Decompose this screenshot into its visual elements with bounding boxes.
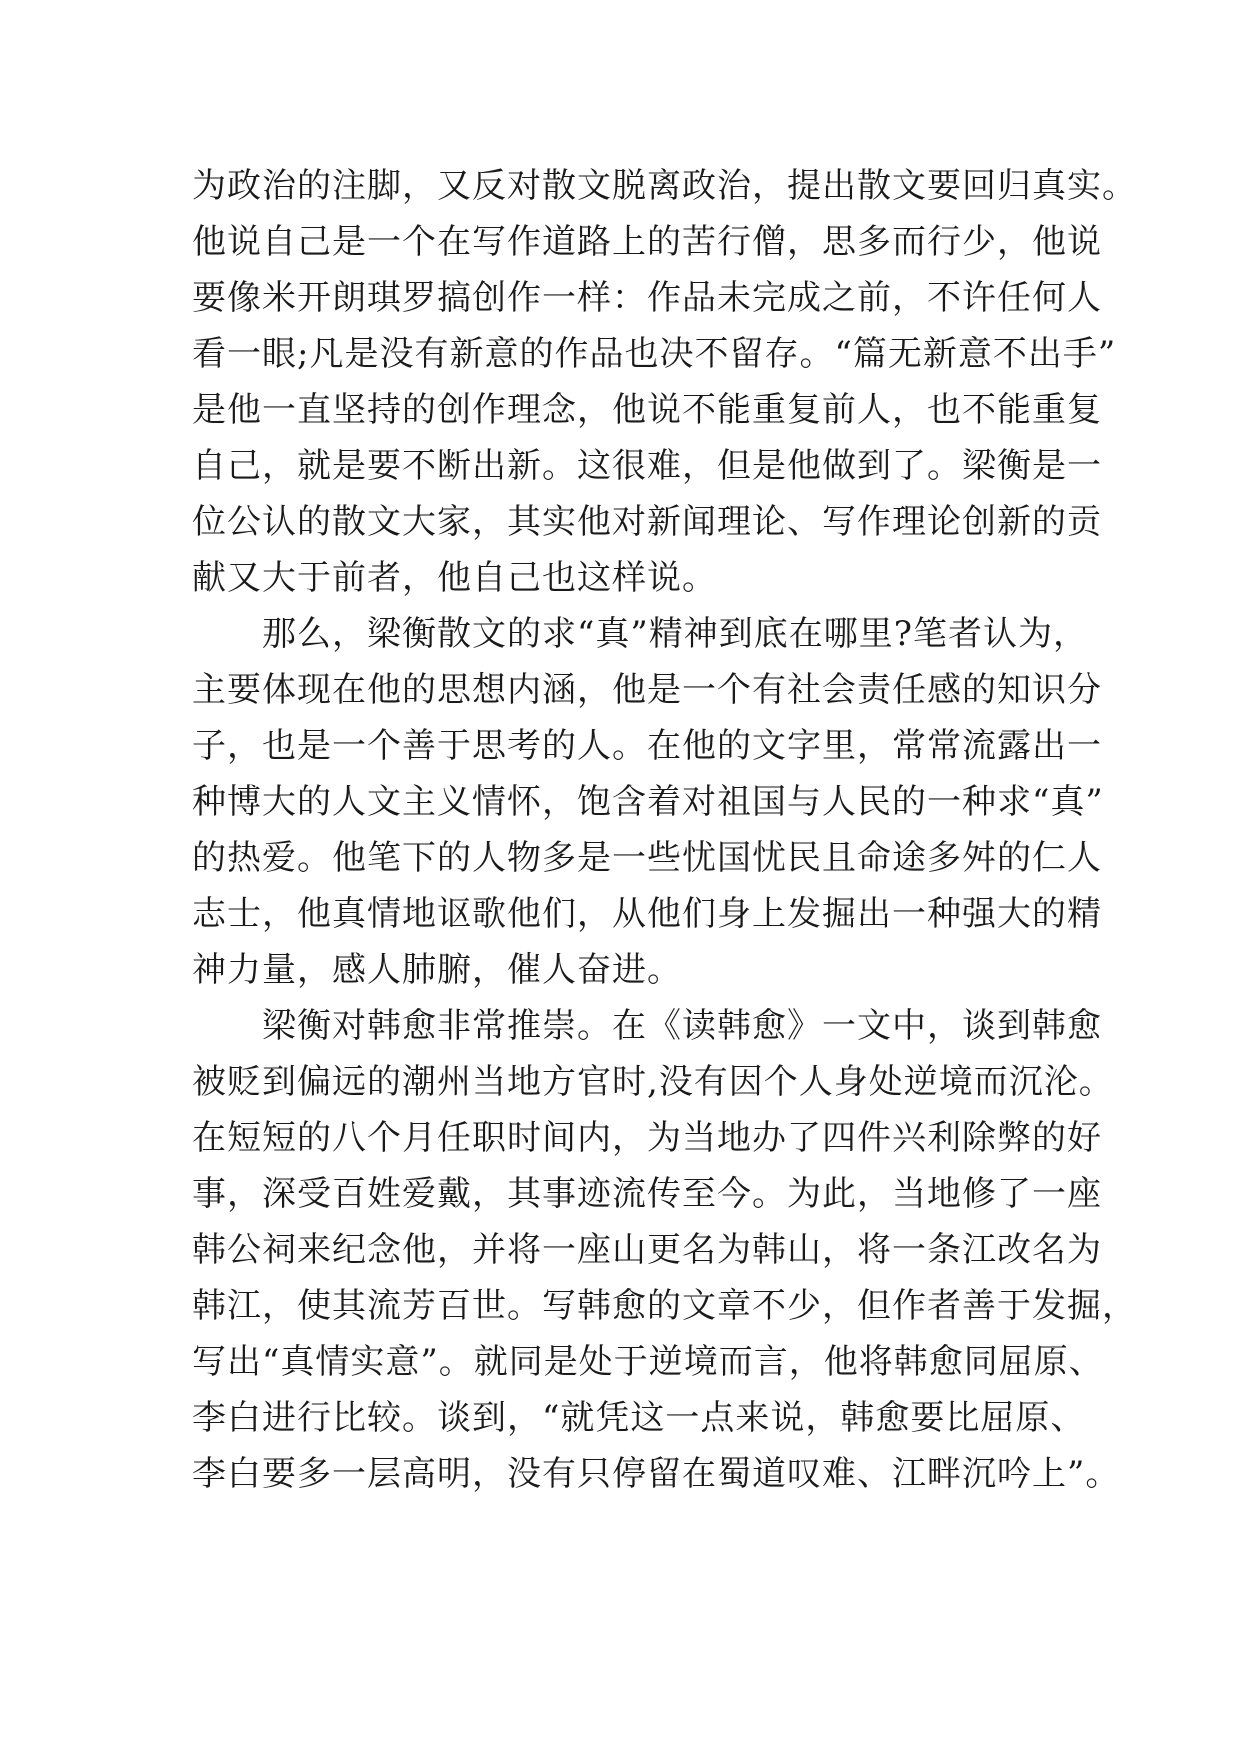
- text-line: 种博大的人文主义情怀，饱含着对祖国与人民的一种求“真”: [192, 782, 1104, 822]
- text-line: 李白进行比较。谈到，“就凭这一点来说，韩愈要比屈原、: [192, 1398, 1086, 1438]
- text-line: 李白要多一层高明，没有只停留在蜀道叹难、江畔沉吟上”。: [192, 1454, 1121, 1494]
- text-line: 为政治的注脚，又反对散文脱离政治，提出散文要回归真实。: [192, 166, 1137, 206]
- text-line: 献又大于前者，他自己也这样说。: [192, 558, 717, 598]
- body-text: [192, 158, 1137, 1502]
- text-line: 写出“真情实意”。就同是处于逆境而言，他将韩愈同屈原、: [192, 1342, 1104, 1382]
- text-line: 被贬到偏远的潮州当地方官时,没有因个人身处逆境而沉沦。: [192, 1062, 1114, 1102]
- text-line: 看一眼;凡是没有新意的作品也决不留存。“篇无新意不出手”: [192, 334, 1117, 374]
- text-line: 位公认的散文大家，其实他对新闻理论、写作理论创新的贡: [192, 502, 1102, 542]
- text-line: 韩公祠来纪念他，并将一座山更名为韩山，将一条江改名为: [192, 1230, 1102, 1270]
- text-line: 韩江，使其流芳百世。写韩愈的文章不少，但作者善于发掘，: [192, 1286, 1137, 1326]
- text-line: 梁衡对韩愈非常推崇。在《读韩愈》一文中，谈到韩愈: [192, 1006, 1102, 1046]
- text-line: 神力量，感人肺腑，催人奋进。: [192, 950, 682, 990]
- text-line: 要像米开朗琪罗搞创作一样：作品未完成之前，不许任何人: [192, 278, 1102, 318]
- text-line: 的热爱。他笔下的人物多是一些忧国忧民且命途多舛的仁人: [192, 838, 1102, 878]
- text-line: 主要体现在他的思想内涵，他是一个有社会责任感的知识分: [192, 670, 1102, 710]
- text-line: 是他一直坚持的创作理念，他说不能重复前人，也不能重复: [192, 390, 1102, 430]
- text-line: 自己，就是要不断出新。这很难，但是他做到了。梁衡是一: [192, 446, 1102, 486]
- text-line: 在短短的八个月任职时间内，为当地办了四件兴利除弊的好: [192, 1118, 1102, 1158]
- text-line: 事，深受百姓爱戴，其事迹流传至今。为此，当地修了一座: [192, 1174, 1102, 1214]
- text-line: 他说自己是一个在写作道路上的苦行僧，思多而行少，他说: [192, 222, 1102, 262]
- text-line: 志士，他真情地讴歌他们，从他们身上发掘出一种强大的精: [192, 894, 1102, 934]
- text-line: 那么，梁衡散文的求“真”精神到底在哪里?笔者认为，: [192, 614, 1088, 654]
- text-line: 子，也是一个善于思考的人。在他的文字里，常常流露出一: [192, 726, 1102, 766]
